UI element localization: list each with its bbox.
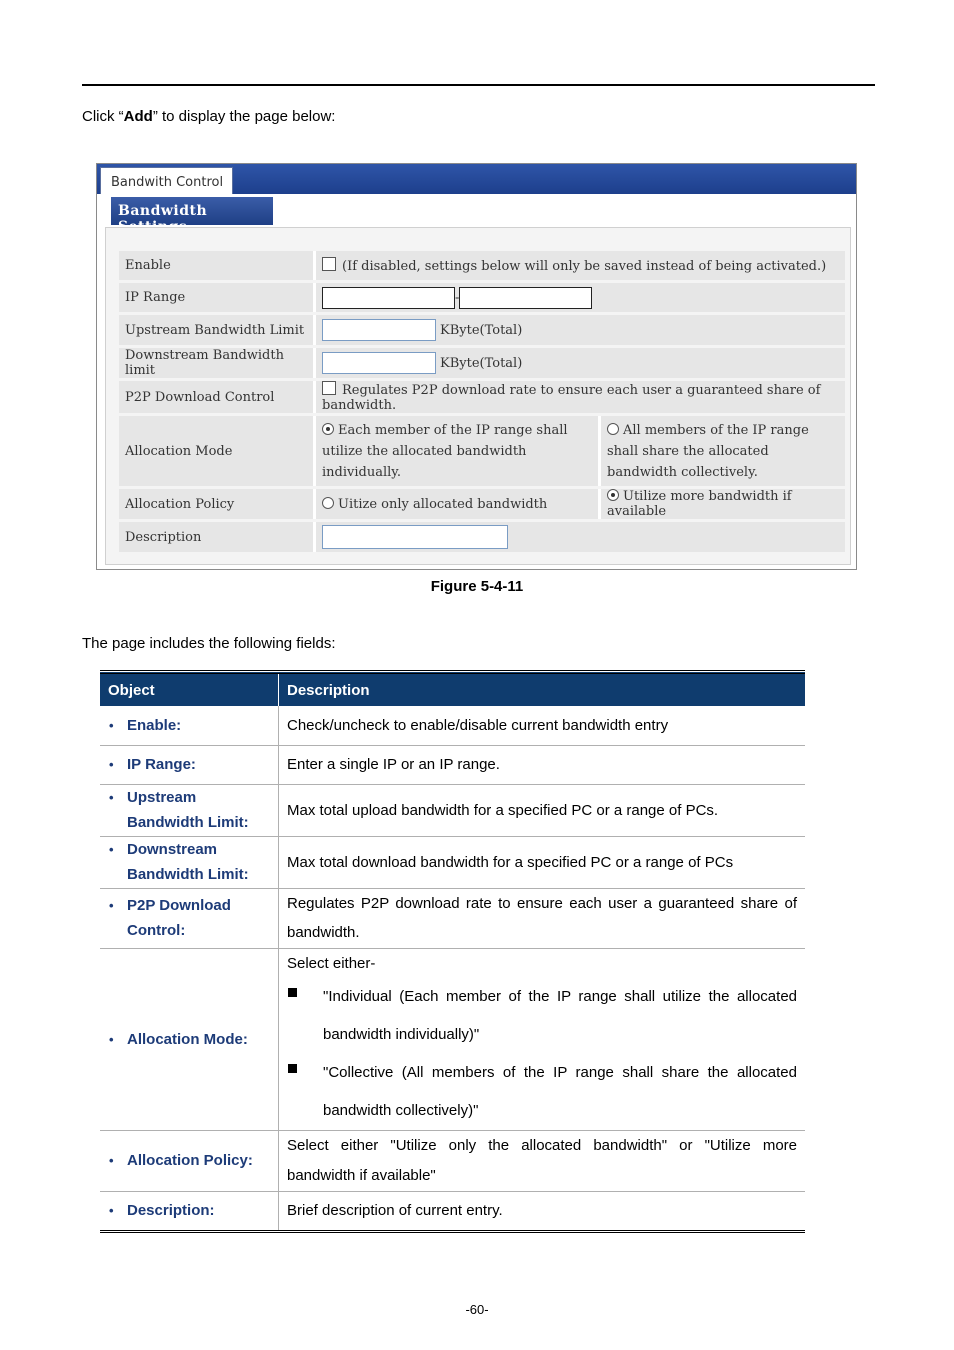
policy-utilize-more-label: Utilize more bandwidth if available <box>607 489 792 519</box>
allocation-mode-lead: Select either- <box>287 954 376 972</box>
object-description: Max total download bandwidth for a specified PC or a range of PCs <box>279 836 806 888</box>
allocation-policy-label: Allocation Policy <box>119 489 313 519</box>
p2p-label: P2P Download Control <box>119 381 313 413</box>
object-description: Enter a single IP or an IP range. <box>279 745 806 784</box>
policy-utilize-more-radio[interactable] <box>607 489 619 501</box>
table-row: • Upstream Bandwidth Limit: Max total upload bandwidth for a specified PC or a range of PCs. <box>100 784 805 836</box>
object-name: P2P Download Control: <box>127 897 231 939</box>
table-row: • Allocation Mode: Select either- "Individual (Each member of the IP range shall utilize the allocated bandwidth individually)" "Collective (All members of the IP range shall share the allocated bandwidth collectively)" <box>100 948 805 1130</box>
header-object: Object <box>100 672 279 706</box>
intro-text: Click “Add” to display the page below: <box>82 108 336 125</box>
policy-only-allocated-label: Uitize only allocated bandwidth <box>338 496 548 512</box>
enable-label: Enable <box>119 251 313 280</box>
ip-range-row <box>119 283 845 312</box>
ip-range-separator: - <box>455 290 460 305</box>
table-row: • P2P Download Control: Regulates P2P download rate to ensure each user a guaranteed share of bandwidth. <box>100 888 805 948</box>
downstream-unit: KByte(Total) <box>440 355 523 371</box>
description-label: Description <box>119 522 313 552</box>
fields-table <box>100 670 805 1233</box>
p2p-note: Regulates P2P download rate to ensure each user a guaranteed share of bandwidth. <box>322 383 821 413</box>
mode-individual-radio[interactable] <box>322 423 334 435</box>
section-title: Bandwidth <box>111 197 273 225</box>
object-description: Brief description of current entry. <box>279 1191 806 1231</box>
settings-form <box>119 248 845 555</box>
description-input[interactable] <box>322 525 508 549</box>
table-row: • IP Range: Enter a single IP or an IP range. <box>100 745 805 784</box>
upstream-label: Upstream Bandwidth Limit <box>119 315 313 345</box>
enable-checkbox[interactable] <box>322 257 336 271</box>
table-row: • Allocation Policy: Select either "Utilize only the allocated bandwidth" or "Utilize more bandwidth if available" <box>100 1130 805 1191</box>
allocation-mode-option: "Collective (All members of the IP range shall share the allocated bandwidth collectively)" <box>323 1063 797 1119</box>
enable-row <box>119 251 845 280</box>
allocation-mode-row <box>119 416 845 486</box>
object-name: Downstream Bandwidth Limit: <box>127 841 249 883</box>
ip-start-input[interactable] <box>322 287 455 309</box>
figure-caption: Figure 5-4-11 <box>430 578 524 595</box>
description-row <box>119 522 845 552</box>
fields-intro: The page includes the following fields: <box>82 635 336 652</box>
object-name: Allocation Mode: <box>127 1030 248 1048</box>
allocation-mode-option: "Individual (Each member of the IP range shall utilize the allocated bandwidth individually)" <box>323 987 797 1043</box>
policy-only-allocated-radio[interactable] <box>322 497 334 509</box>
object-description: Select either "Utilize only the allocated bandwidth" or "Utilize more bandwidth if available" <box>279 1130 806 1191</box>
header-rule <box>82 84 875 86</box>
upstream-row <box>119 315 845 345</box>
bandwidth-control-screenshot <box>96 163 857 570</box>
object-name: Enable: <box>127 716 182 734</box>
ip-range-label: IP Range <box>119 283 313 312</box>
object-name: Allocation Policy: <box>127 1152 253 1169</box>
enable-note: (If disabled, settings below will only be saved instead of being activated.) <box>342 259 827 274</box>
allocation-mode-label: Allocation Mode <box>119 416 313 486</box>
object-description: Regulates P2P download rate to ensure each user a guaranteed share of bandwidth. <box>279 888 806 948</box>
square-bullet-icon <box>288 1064 297 1073</box>
table-row: • Downstream Bandwidth Limit: Max total download bandwidth for a specified PC or a range of PCs <box>100 836 805 888</box>
mode-individual-label: Each member of the IP range shall utilize the allocated bandwidth individually. <box>322 422 568 480</box>
object-description: Max total upload bandwidth for a specified PC or a range of PCs. <box>279 784 806 836</box>
page-number: -60- <box>465 1302 489 1317</box>
p2p-checkbox[interactable] <box>322 381 336 395</box>
header-description: Description <box>279 672 806 706</box>
table-row: • Description: Brief description of current entry. <box>100 1191 805 1231</box>
square-bullet-icon <box>288 988 297 997</box>
settings-panel <box>105 227 851 565</box>
object-name: Upstream Bandwidth Limit: <box>127 789 249 831</box>
tab-bandwidth-control[interactable]: Bandwith Control <box>100 167 233 194</box>
upstream-input[interactable] <box>322 319 436 341</box>
p2p-row <box>119 381 845 413</box>
upstream-unit: KByte(Total) <box>440 322 523 338</box>
object-description: Check/uncheck to enable/disable current bandwidth entry <box>279 706 806 745</box>
ip-end-input[interactable] <box>459 287 592 309</box>
mode-collective-label: All members of the IP range shall share the allocated bandwidth collectively. <box>607 422 809 480</box>
table-row: • Enable: Check/uncheck to enable/disable current bandwidth entry <box>100 706 805 745</box>
allocation-policy-row <box>119 489 845 519</box>
downstream-label: Downstream Bandwidth limit <box>119 348 313 378</box>
mode-collective-radio[interactable] <box>607 423 619 435</box>
downstream-row <box>119 348 845 378</box>
object-name: Description: <box>127 1202 215 1219</box>
object-name: IP Range: <box>127 756 196 773</box>
window-header <box>97 164 856 194</box>
downstream-input[interactable] <box>322 352 436 374</box>
